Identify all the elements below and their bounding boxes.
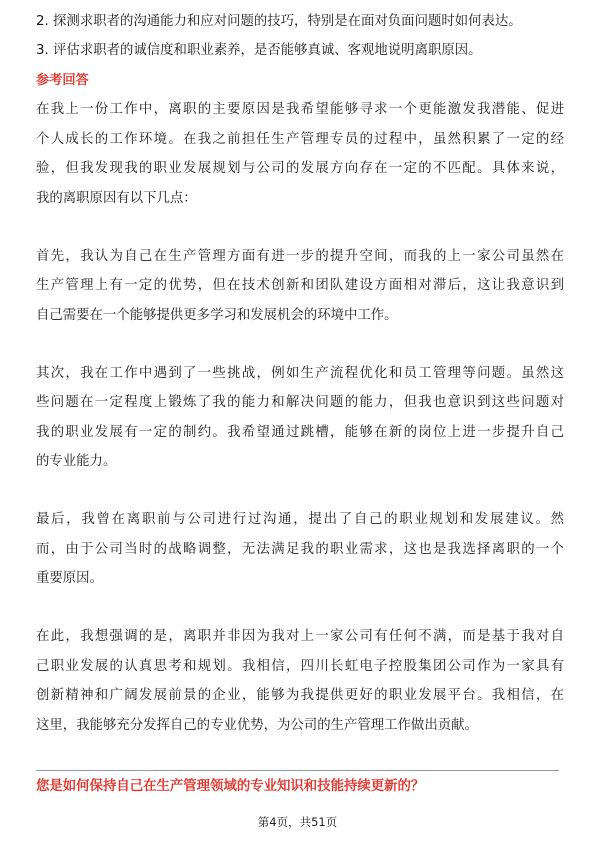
paragraph-line: 而，由于公司当时的战略调整，无法满足我的职业需求，这也是我选择离职的一个 <box>36 542 564 557</box>
paragraph-line: 创新精神和广阔发展前景的企业，能够为我提供更好的职业发展平台。我相信，在 <box>36 688 564 703</box>
paragraph-line: 己职业发展的认真思考和规划。我相信，四川长虹电子控股集团公司作为一家具有 <box>36 659 564 674</box>
paragraph-line: 首先，我认为自己在生产管理方面有进一步的提升空间，而我的上一家公司虽然在 <box>36 249 564 264</box>
paragraph-line: 在此，我想强调的是，离职并非因为我对上一家公司有任何不满，而是基于我对自 <box>36 629 564 644</box>
paragraph-line: 我的离职原因有以下几点： <box>36 191 197 206</box>
paragraph-line: 自己需要在一个能够提供更多学习和发展机会的环境中工作。 <box>36 308 398 323</box>
point-item: 2. 探测求职者的沟通能力和应对问题的技巧，特别是在面对负面问题时如何表达。 <box>36 14 522 29</box>
next-question-title: 您是如何保持自己在生产管理领域的专业知识和技能持续更新的？ <box>36 779 425 794</box>
paragraph-line: 其次，我在工作中遇到了一些挑战，例如生产流程优化和员工管理等问题。虽然这 <box>36 366 564 381</box>
paragraph-line: 最后，我曾在离职前与公司进行过沟通，提出了自己的职业规划和发展建议。然 <box>36 512 564 527</box>
paragraph-line: 重要原因。 <box>36 571 103 586</box>
paragraph-line: 我的职业发展有一定的制约。我希望通过跳槽，能够在新的岗位上进一步提升自己 <box>36 425 564 440</box>
paragraph-line: 个人成长的工作环境。在我之前担任生产管理专员的过程中，虽然积累了一定的经 <box>36 132 564 147</box>
paragraph-line: 的专业能力。 <box>36 454 117 469</box>
paragraph-line: 些问题在一定程度上锻炼了我的能力和解决问题的能力，但我也意识到这些问题对 <box>36 395 564 410</box>
section-divider <box>36 770 559 771</box>
point-item: 3. 评估求职者的诚信度和职业素养，是否能够真诚、客观地说明离职原因。 <box>36 43 482 58</box>
paragraph-line: 验，但我发现我的职业发展规划与公司的发展方向存在一定的不匹配。具体来说， <box>36 161 564 176</box>
page-number: 第4页，共51页 <box>257 815 338 829</box>
paragraph-line: 在我上一份工作中，离职的主要原因是我希望能够寻求一个更能激发我潜能、促进 <box>36 102 564 117</box>
paragraph-line: 生产管理上有一定的优势，但在技术创新和团队建设方面相对滞后，这让我意识到 <box>36 278 564 293</box>
paragraph-line: 这里，我能够充分发挥自己的专业优势，为公司的生产管理工作做出贡献。 <box>36 718 478 733</box>
answer-heading: 参考回答 <box>36 73 89 88</box>
